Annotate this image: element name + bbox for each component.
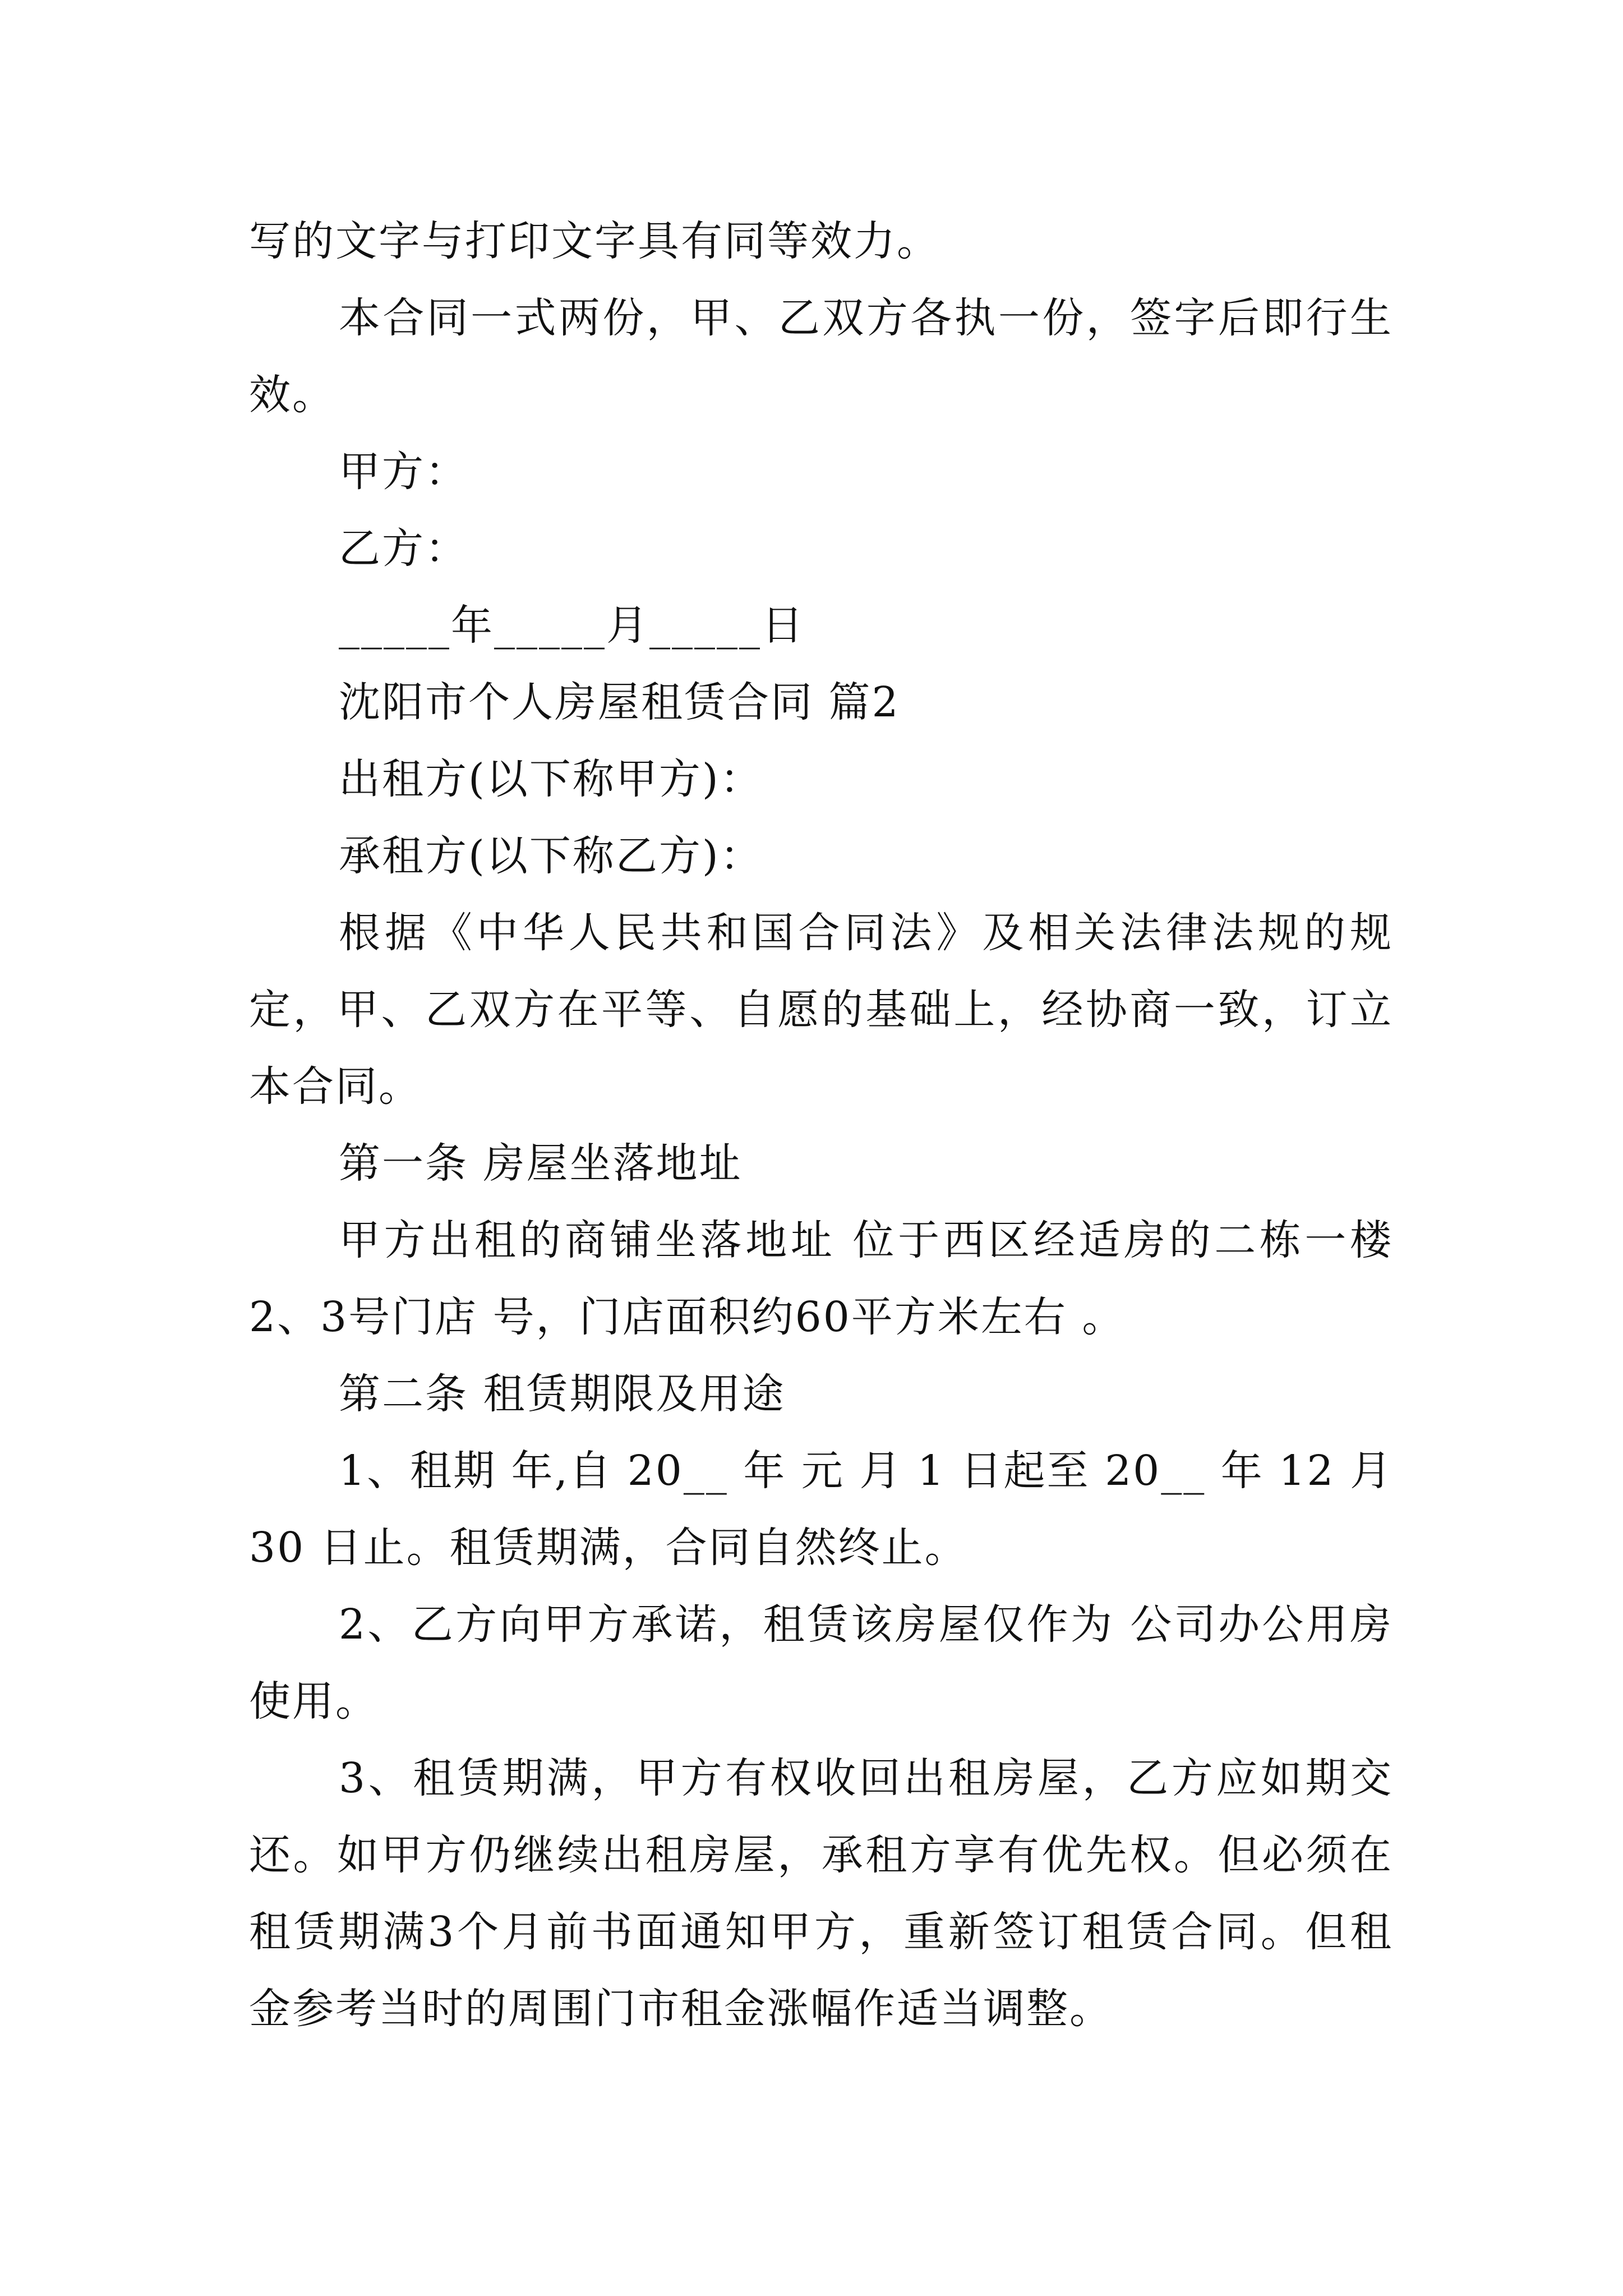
party-a-label: 甲方： bbox=[339, 448, 468, 496]
article-heading: 第二条 租赁期限及用途 bbox=[339, 1370, 786, 1418]
paragraph: 3、租赁期满，甲方有权收回出租房屋，乙方应如期交还。如甲方仍继续出租房屋，承租方享有优先权。但必须在租赁期满3个月前书面通知甲方，重新签订租赁合同。但租金参考当时的周围门市租金涨幅作适当调整。 bbox=[249, 1754, 1393, 2033]
paragraph: 2、乙方向甲方承诺，租赁该房屋仅作为 公司办公用房使用。 bbox=[249, 1600, 1393, 1726]
paragraph: 根据《中华人民共和国合同法》及相关法律法规的规定，甲、乙双方在平等、自愿的基础上，经协商一致，订立本合同。 bbox=[249, 909, 1393, 1111]
section-title: 沈阳市个人房屋租赁合同 篇2 bbox=[339, 678, 900, 726]
article-heading: 第一条 房屋坐落地址 bbox=[339, 1139, 743, 1188]
date-line: _____年_____月_____日 bbox=[339, 601, 805, 650]
lessee-label: 承租方(以下称乙方)： bbox=[339, 832, 763, 880]
paragraph: 1、租期 年,自 20__ 年 元 月 1 日起至 20__ 年 12 月 30 日止。租赁期满，合同自然终止。 bbox=[249, 1447, 1408, 1572]
paragraph: 写的文字与打印文字具有同等效力。 bbox=[249, 217, 940, 265]
document-body bbox=[249, 203, 1408, 2047]
lessor-label: 出租方(以下称甲方)： bbox=[339, 755, 763, 803]
party-b-label: 乙方： bbox=[339, 524, 468, 573]
paragraph: 本合同一式两份，甲、乙双方各执一份，签字后即行生效。 bbox=[249, 294, 1393, 419]
paragraph: 甲方出租的商铺坐落地址 位于西区经适房的二栋一楼2、3号门店 号，门店面积约60平方米左右 。 bbox=[249, 1216, 1393, 1341]
